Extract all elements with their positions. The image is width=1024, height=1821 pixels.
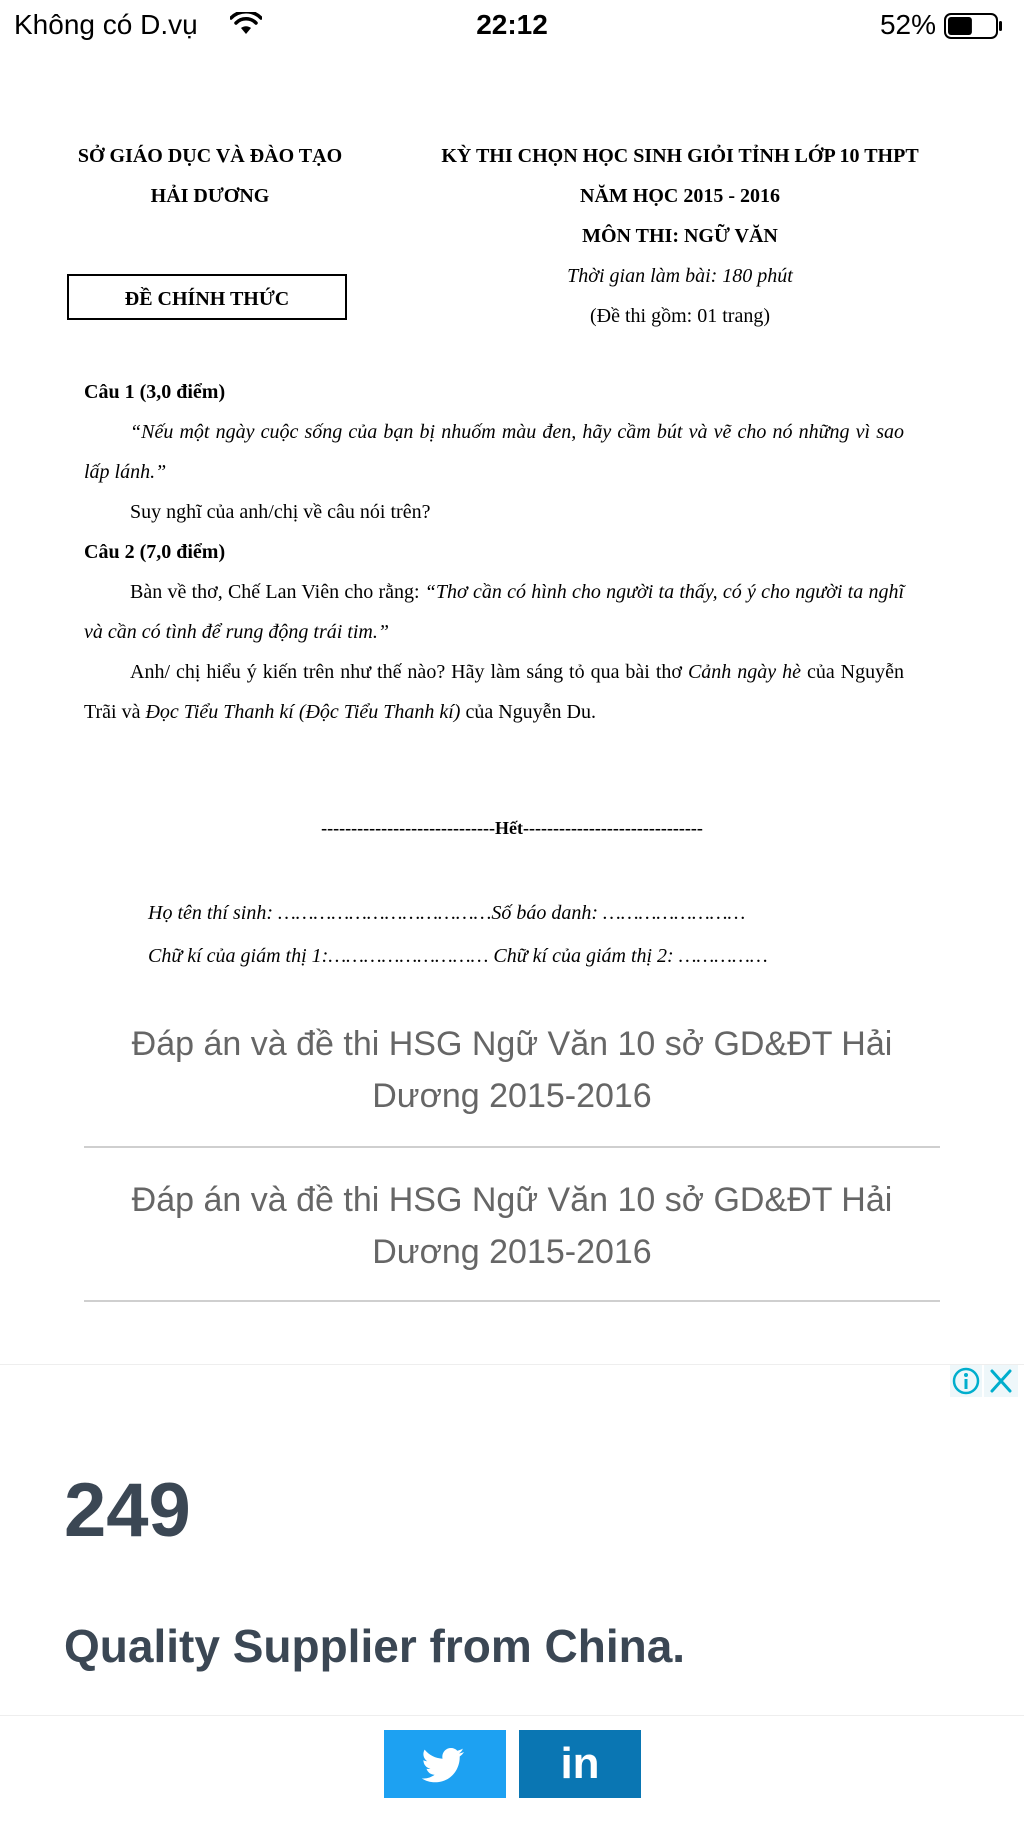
battery-percent: 52%	[879, 9, 936, 40]
end-marker: -----------------------------Hết------------------------------	[321, 818, 703, 838]
ad-info-icon[interactable]	[950, 1365, 982, 1397]
dept-line-1: SỞ GIÁO DỤC VÀ ĐÀO TẠO	[77, 145, 343, 167]
ad-number: 249	[64, 1468, 191, 1553]
exam-header	[370, 136, 990, 336]
ad-close-icon[interactable]	[984, 1365, 1018, 1397]
linkedin-share-button[interactable]	[519, 1730, 641, 1798]
exam-title: KỲ THI CHỌN HỌC SINH GIỎI TỈNH LỚP 10 THPT	[441, 145, 919, 167]
divider	[84, 1300, 940, 1302]
ad-headline: Quality Supplier from China.	[64, 1620, 686, 1672]
official-label: ĐỀ CHÍNH THỨC	[67, 274, 347, 320]
q2-task-b: của Nguyễn Trãi và	[84, 661, 905, 723]
divider	[84, 1146, 940, 1148]
q2-intro: Bàn về thơ, Chế Lan Viên cho rằng:	[130, 581, 425, 603]
q2-task	[84, 652, 904, 732]
q2-statement	[84, 572, 904, 652]
candidate-info-line: Họ tên thí sinh: ………………………………Số báo danh: ……………………	[148, 902, 746, 924]
status-bar	[0, 0, 1024, 52]
image-caption: Đáp án và đề thi HSG Ngữ Văn 10 sở GD&ĐT Hải Dương 2015-2016	[131, 1025, 893, 1115]
carrier-label: Không có D.vụ	[14, 9, 198, 40]
q2-task-c: của Nguyễn Du.	[460, 701, 596, 723]
q2-task-a: Anh/ chị hiểu ý kiến trên như thế nào? Hãy làm sáng tỏ qua bài thơ	[130, 661, 688, 683]
q1-prompt: Suy nghĩ của anh/chị về câu nói trên?	[130, 501, 431, 523]
q2-poem-1: Cảnh ngày hè	[687, 661, 801, 683]
issuing-department	[40, 136, 380, 216]
q1-heading: Câu 1 (3,0 điểm)	[84, 381, 226, 403]
linkedin-icon: in	[560, 1739, 600, 1788]
exam-subject: MÔN THI: NGỮ VĂN	[582, 225, 778, 247]
image-caption: Đáp án và đề thi HSG Ngữ Văn 10 sở GD&ĐT Hải Dương 2015-2016	[131, 1181, 893, 1271]
dept-line-2: HẢI DƯƠNG	[150, 185, 270, 207]
ad-banner[interactable]	[0, 1364, 1024, 1716]
twitter-icon	[384, 1730, 506, 1798]
q2-quote: “Thơ cần có hình cho người ta thấy, có ý cho người ta nghĩ và cần có tình để rung động trái tim.”	[84, 581, 905, 643]
proctor-signature-line: Chữ kí của giám thị 1:……………………… Chữ kí của giám thị 2: ……………	[148, 945, 768, 967]
q2-poem-2: Đọc Tiểu Thanh kí (Độc Tiểu Thanh kí)	[145, 701, 461, 723]
twitter-share-button[interactable]	[384, 1730, 506, 1798]
exam-duration: Thời gian làm bài: 180 phút	[567, 265, 793, 287]
clock: 22:12	[476, 9, 548, 40]
exam-pages: (Đề thi gồm: 01 trang)	[590, 305, 770, 327]
q2-heading: Câu 2 (7,0 điểm)	[84, 541, 226, 563]
exam-year: NĂM HỌC 2015 - 2016	[580, 185, 780, 207]
exam-questions	[84, 372, 904, 732]
q1-quote: “Nếu một ngày cuộc sống của bạn bị nhuốm màu đen, hãy cầm bút và vẽ cho nó những vì sao lấp lánh.”	[84, 421, 904, 483]
battery-icon	[944, 13, 1004, 39]
